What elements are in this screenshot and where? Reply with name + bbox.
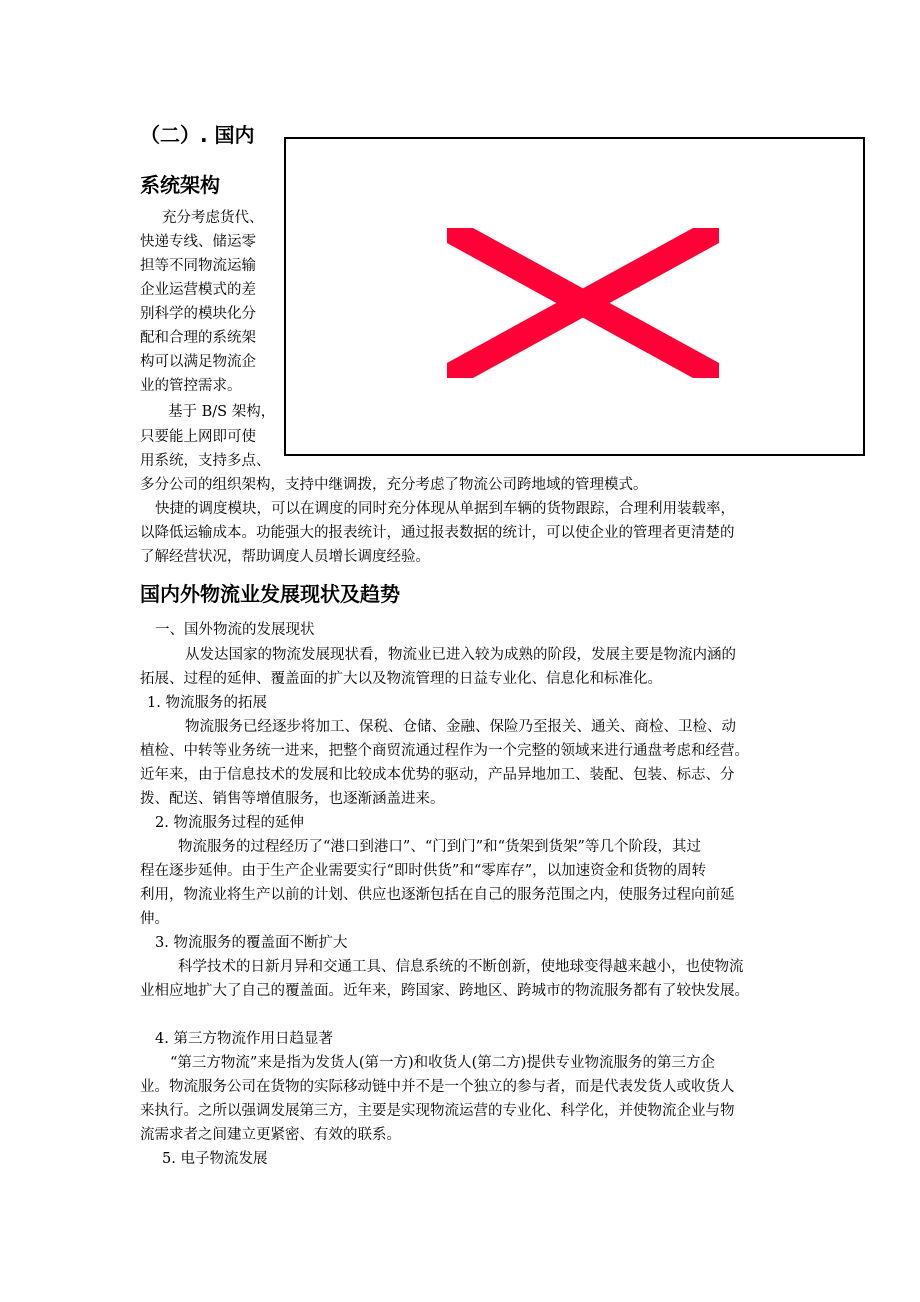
broken-image-x-icon [447,228,719,378]
section-heading-part1: （二）. 国内 [140,123,255,147]
image-placeholder [284,137,865,456]
subheading: 3. 物流服务的覆盖面不断扩大 [155,935,348,951]
paragraph-line: 近年来，由于信息技术的发展和比较成本优势的驱动，产品异地加工、装配、包装、标志、分 [140,767,735,783]
section-heading-part2: 系统架构 [140,173,220,197]
wrap-line: 只要能上网即可使 [140,429,256,445]
paragraph-line: “第三方物流”来是指为发货人(第一方)和收货人(第二方)提供专业物流服务的第三方企 [170,1055,715,1071]
wrap-line: 企业运营模式的差 [140,282,256,298]
subheading: 4. 第三方物流作用日趋显著 [155,1031,333,1047]
paragraph-line: 流需求者之间建立更紧密、有效的联系。 [140,1127,401,1143]
paragraph-line: 多分公司的组织架构，支持中继调拨，充分考虑了物流公司跨地域的管理模式。 [140,477,648,493]
wrap-line: 快递专线、储运零 [140,234,256,250]
wrap-line: 基于 B/S 架构， [168,404,276,420]
subheading: 一、国外物流的发展现状 [155,622,315,638]
wrap-line: 构可以满足物流企 [140,354,256,370]
paragraph-line: 以降低运输成本。功能强大的报表统计，通过报表数据的统计，可以使企业的管理者更清楚的 [140,525,735,541]
wrap-line: 充分考虑货代、 [162,210,264,226]
paragraph-line: 科学技术的日新月异和交通工具、信息系统的不断创新，使地球变得越来越小，也使物流 [178,959,744,975]
paragraph-line: 了解经营状况，帮助调度人员增长调度经验。 [140,549,430,565]
paragraph-line: 物流服务的过程经历了“港口到港口”、“门到门”和“货架到货架”等几个阶段，其过 [178,839,701,855]
wrap-line: 配和合理的系统架 [140,330,256,346]
paragraph-line: 拓展、过程的延伸、覆盖面的扩大以及物流管理的日益专业化、信息化和标准化。 [140,671,662,687]
wrap-line: 别科学的模块化分 [140,306,256,322]
paragraph-line: 利用，物流业将生产以前的计划、供应也逐渐包括在自己的服务范围之内，使服务过程向前延 [140,887,735,903]
wrap-line: 业的管控需求。 [140,378,242,394]
paragraph-line: 业。物流服务公司在货物的实际移动链中并不是一个独立的参与者，而是代表发货人或收货人 [140,1079,735,1095]
subheading: 2. 物流服务过程的延伸 [155,815,304,831]
wrap-line: 担等不同物流运输 [140,258,256,274]
paragraph-line: 从发达国家的物流发展现状看，物流业已进入较为成熟的阶段，发展主要是物流内涵的 [185,647,736,663]
paragraph-line: 业相应地扩大了自己的覆盖面。近年来，跨国家、跨地区、跨城市的物流服务都有了较快发展。 [140,983,749,999]
paragraph-line: 来执行。之所以强调发展第三方，主要是实现物流运营的专业化、科学化，并使物流企业与物 [140,1103,735,1119]
main-section-title: 国内外物流业发展现状及趋势 [140,582,400,606]
paragraph-line: 拨、配送、销售等增值服务，也逐渐涵盖进来。 [140,791,445,807]
paragraph-line: 快捷的调度模块，可以在调度的同时充分体现从单据到车辆的货物跟踪，合理利用装载率， [155,501,735,517]
paragraph-line: 程在逐步延伸。由于生产企业需要实行“即时供货”和“零库存”，以加速资金和货物的周转 [140,863,707,879]
subheading: 1. 物流服务的拓展 [147,695,267,711]
paragraph-line: 物流服务已经逐步将加工、保税、仓储、金融、保险乃至报关、通关、商检、卫检、动 [185,719,736,735]
paragraph-line: 伸。 [140,911,169,927]
wrap-line: 用系统，支持多点、 [140,453,271,469]
subheading: 5. 电子物流发展 [162,1151,268,1167]
paragraph-line: 植检、中转等业务统一进来，把整个商贸流通过程作为一个完整的领域来进行通盘考虑和经营。 [140,743,749,759]
